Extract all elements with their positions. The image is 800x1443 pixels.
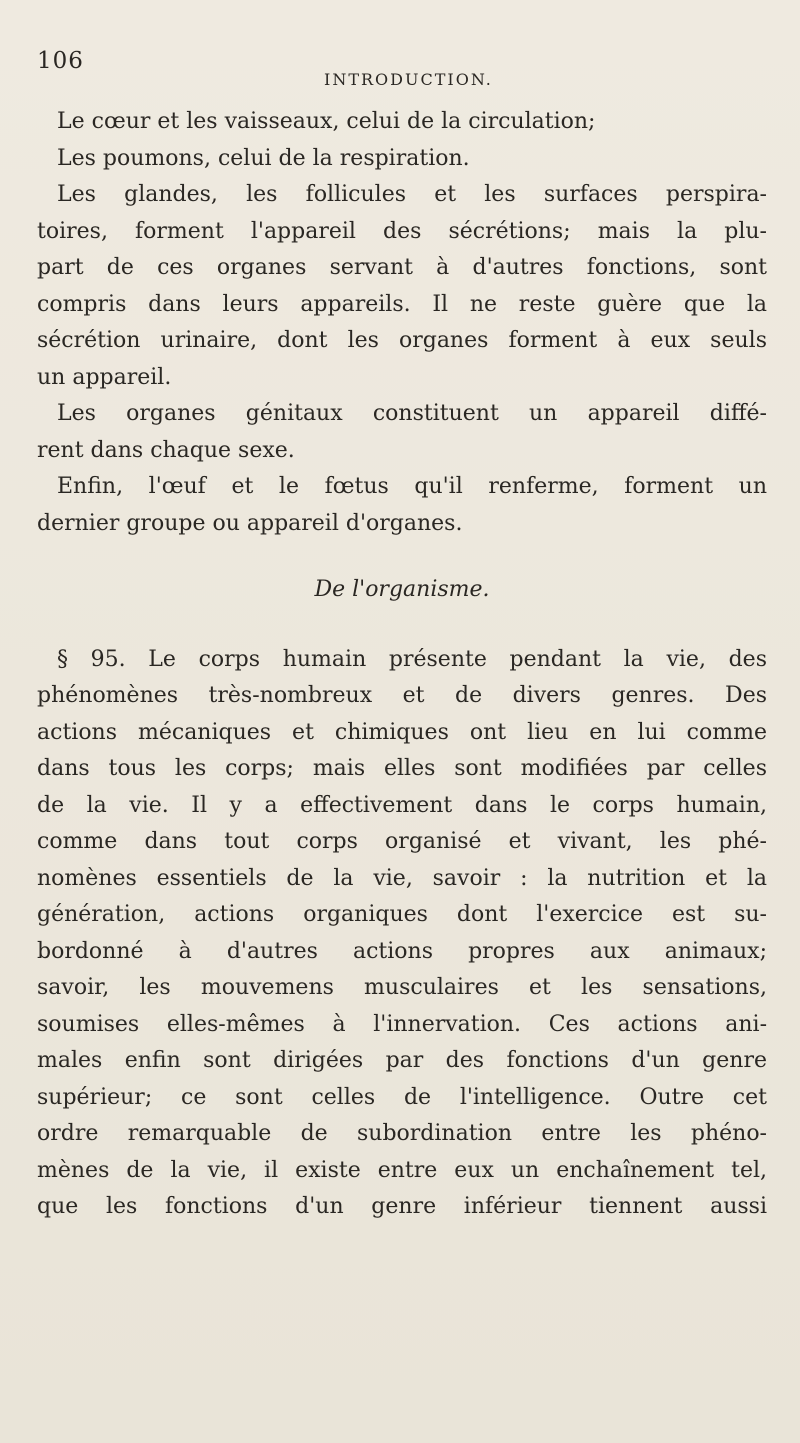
text-line: mènes de la vie, il existe entre eux un enchaînement tel, <box>37 1157 767 1183</box>
text-line: un appareil. <box>37 364 172 390</box>
text-line: Le cœur et les vaisseaux, celui de la circulation; <box>57 109 596 134</box>
text-line: Enfin, l'œuf et le fœtus qu'il renferme, forment un <box>57 474 767 499</box>
text-line: bordonné à d'autres actions propres aux animaux; <box>37 938 767 964</box>
text-line: savoir, les mouvemens musculaires et les sensations, <box>37 975 767 1000</box>
paragraph <box>37 177 767 396</box>
text-line: supérieur; ce sont celles de l'intelligence. Outre cet <box>37 1084 767 1110</box>
text-line: Les organes génitaux constituent un appareil diffé- <box>57 401 767 426</box>
text-line: Les poumons, celui de la respiration. <box>57 145 470 171</box>
text-line: ordre remarquable de subordination entre les phéno- <box>37 1121 767 1146</box>
paragraph <box>37 141 767 178</box>
section-paragraph <box>37 642 767 1226</box>
text-line: de la vie. Il y a effectivement dans le corps humain, <box>37 792 767 818</box>
paragraph <box>37 396 767 469</box>
running-title: INTRODUCTION. <box>324 70 493 89</box>
paragraph <box>37 469 767 542</box>
text-line: comme dans tout corps organisé et vivant, les phé- <box>37 829 767 854</box>
text-line: phénomènes très-nombreux et de divers genres. Des <box>37 683 767 708</box>
text-line: part de ces organes servant à d'autres fonctions, sont <box>37 255 767 280</box>
text-line: rent dans chaque sexe. <box>37 437 295 463</box>
text-line: § 95. Le corps humain présente pendant la vie, des <box>57 646 767 672</box>
page-number: 106 <box>37 48 84 74</box>
text-line: nomènes essentiels de la vie, savoir : la nutrition et la <box>37 865 767 891</box>
text-line: que les fonctions d'un genre inférieur tiennent aussi <box>37 1194 767 1219</box>
text-line: males enfin sont dirigées par des fonctions d'un genre <box>37 1048 767 1073</box>
text-line: soumises elles-mêmes à l'innervation. Ces actions ani- <box>37 1011 767 1037</box>
body-text <box>37 104 767 1226</box>
text-line: sécrétion urinaire, dont les organes forment à eux seuls <box>37 328 767 353</box>
text-line: toires, forment l'appareil des sécrétions; mais la plu- <box>37 218 767 244</box>
text-line: dernier groupe ou appareil d'organes. <box>37 510 463 536</box>
text-line: compris dans leurs appareils. Il ne reste guère que la <box>37 291 767 317</box>
section-heading: De l'organisme. <box>314 577 490 602</box>
text-line: dans tous les corps; mais elles sont modifiées par celles <box>37 756 767 781</box>
text-line: génération, actions organiques dont l'exercice est su- <box>37 902 767 927</box>
paragraph <box>37 104 767 141</box>
text-line: actions mécaniques et chimiques ont lieu en lui comme <box>37 719 767 745</box>
text-line: Les glandes, les follicules et les surfaces perspira- <box>57 182 767 207</box>
